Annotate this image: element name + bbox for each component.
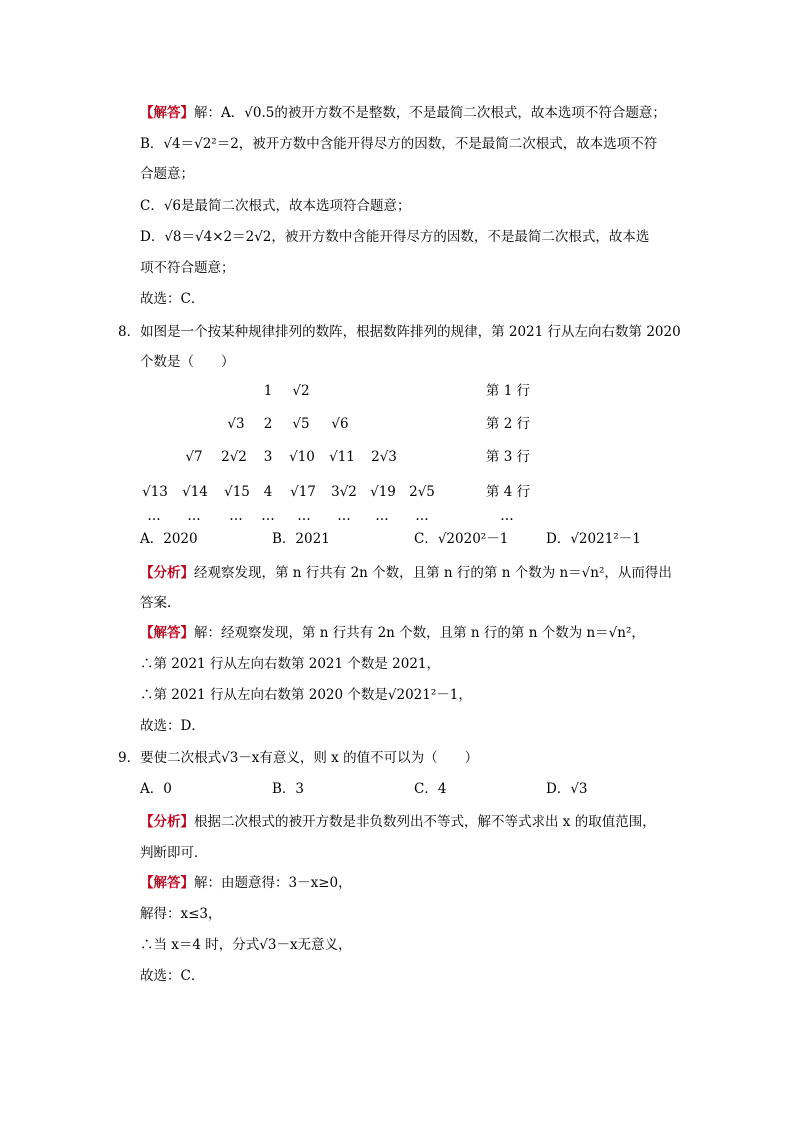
array-dots: …: [187, 508, 201, 524]
array-cell: √14: [182, 484, 208, 500]
array-dots: …: [500, 508, 514, 524]
row-label: 第 1 行: [485, 383, 531, 399]
q8-option-c: C．√2020²－1: [414, 531, 509, 547]
array-cell: 1: [263, 383, 273, 399]
q8-solution-line-4: 故选：D．: [140, 718, 205, 734]
array-cell: √17: [290, 484, 316, 500]
analysis-tag: 【分析】: [140, 565, 194, 581]
array-cell: 2√3: [371, 449, 397, 465]
array-cell: √6: [331, 416, 349, 432]
array-cell: √19: [370, 484, 396, 500]
q8-solution-line-3: ∴第 2021 行从左向右数第 2020 个数是√2021²－1，: [140, 687, 472, 703]
q8-analysis-line-2: 答案．: [140, 595, 181, 611]
array-cell: √15: [224, 484, 250, 500]
array-cell: √2: [292, 383, 310, 399]
solution-tag: 【解答】: [140, 875, 194, 891]
array-cell: √3: [227, 416, 245, 432]
array-cell: 2: [263, 416, 273, 432]
array-cell: √10: [289, 449, 315, 465]
array-dots: …: [415, 508, 429, 524]
array-dots: …: [375, 508, 389, 524]
array-cell: 2√5: [409, 484, 435, 500]
q8-analysis-line-1: [140, 563, 672, 583]
q9-solution-line-1: [140, 873, 352, 893]
q8-analysis-text-1: 经观察发现，第 n 行共有 2n 个数，且第 n 行的第 n 个数为 n＝√n²，从而得出: [194, 565, 672, 581]
q8-solution-line-2: ∴第 2021 行从左向右数第 2021 个数是 2021，: [140, 656, 441, 672]
row-label: 第 3 行: [485, 449, 531, 465]
q8-option-a: A．2020: [140, 531, 198, 547]
q7-solution-line-3: 合题意；: [140, 166, 194, 182]
q7-solution-line-2: B．√4＝√2²＝2，被开方数中含能开得尽方的因数，不是最简二次根式，故本选项不符: [140, 136, 658, 152]
q7-solution-line-7: 故选：C．: [140, 291, 205, 307]
q9-solution-line-4: 故选：C．: [140, 968, 205, 984]
q7-solution-line-4: C．√6是最简二次根式，故本选项符合题意；: [140, 198, 411, 214]
q7-solution-line-5: D．√8＝√4×2＝2√2，被开方数中含能开得尽方的因数，不是最简二次根式，故本选: [140, 229, 650, 245]
array-dots: …: [229, 508, 243, 524]
q8-solution-line-1: [140, 623, 645, 643]
array-dots: …: [337, 508, 351, 524]
q7-solution-line-6: 项不符合题意；: [140, 260, 235, 276]
array-cell: √5: [292, 416, 310, 432]
q9-option-a: A．0: [140, 781, 172, 797]
row-label: 第 4 行: [485, 484, 531, 500]
q9-analysis-line-1: [140, 812, 656, 832]
array-dots: …: [297, 508, 311, 524]
q9-analysis-text-1: 根据二次根式的被开方数是非负数列出不等式，解不等式求出 x 的取值范围，: [194, 814, 656, 830]
array-cell: 3: [263, 449, 273, 465]
q9-analysis-line-2: 判断即可．: [140, 845, 208, 861]
array-dots: …: [261, 508, 275, 524]
array-cell: 2√2: [221, 449, 247, 465]
q8-stem-line-2: 个数是（ ）: [140, 354, 235, 370]
solution-tag: 【解答】: [140, 625, 194, 641]
analysis-tag: 【分析】: [140, 814, 194, 830]
array-cell: 3√2: [331, 484, 357, 500]
array-cell: √11: [329, 449, 355, 465]
q9-stem: 9．要使二次根式√3－x有意义，则 x 的值不可以为（ ）: [118, 750, 479, 766]
q9-solution-text-1: 解：由题意得：3－x≥0，: [194, 875, 352, 891]
q7-solution-line-1: [140, 103, 666, 123]
q9-option-c: C．4: [414, 781, 447, 797]
q8-stem-line-1: 8．如图是一个按某种规律排列的数阵，根据数阵排列的规律，第 2021 行从左向右数第 2020: [118, 324, 681, 340]
q9-option-d: D．√3: [546, 781, 588, 797]
array-cell: 4: [263, 484, 273, 500]
q7-solution-text-1: 解：A．√0.5的被开方数不是整数，不是最简二次根式，故本选项不符合题意；: [194, 105, 666, 121]
q8-option-d: D．√2021²－1: [546, 531, 641, 547]
array-cell: √13: [142, 484, 168, 500]
array-dots: …: [147, 508, 161, 524]
row-label: 第 2 行: [485, 416, 531, 432]
solution-tag: 【解答】: [140, 105, 194, 121]
q8-solution-text-1: 解：经观察发现，第 n 行共有 2n 个数，且第 n 行的第 n 个数为 n＝√n²，: [194, 625, 645, 641]
q9-solution-line-3: ∴当 x＝4 时，分式√3－x无意义，: [140, 937, 352, 953]
q9-option-b: B．3: [272, 781, 305, 797]
q9-solution-line-2: 解得：x≤3，: [140, 906, 222, 922]
array-cell: √7: [185, 449, 203, 465]
q8-option-b: B．2021: [272, 531, 330, 547]
